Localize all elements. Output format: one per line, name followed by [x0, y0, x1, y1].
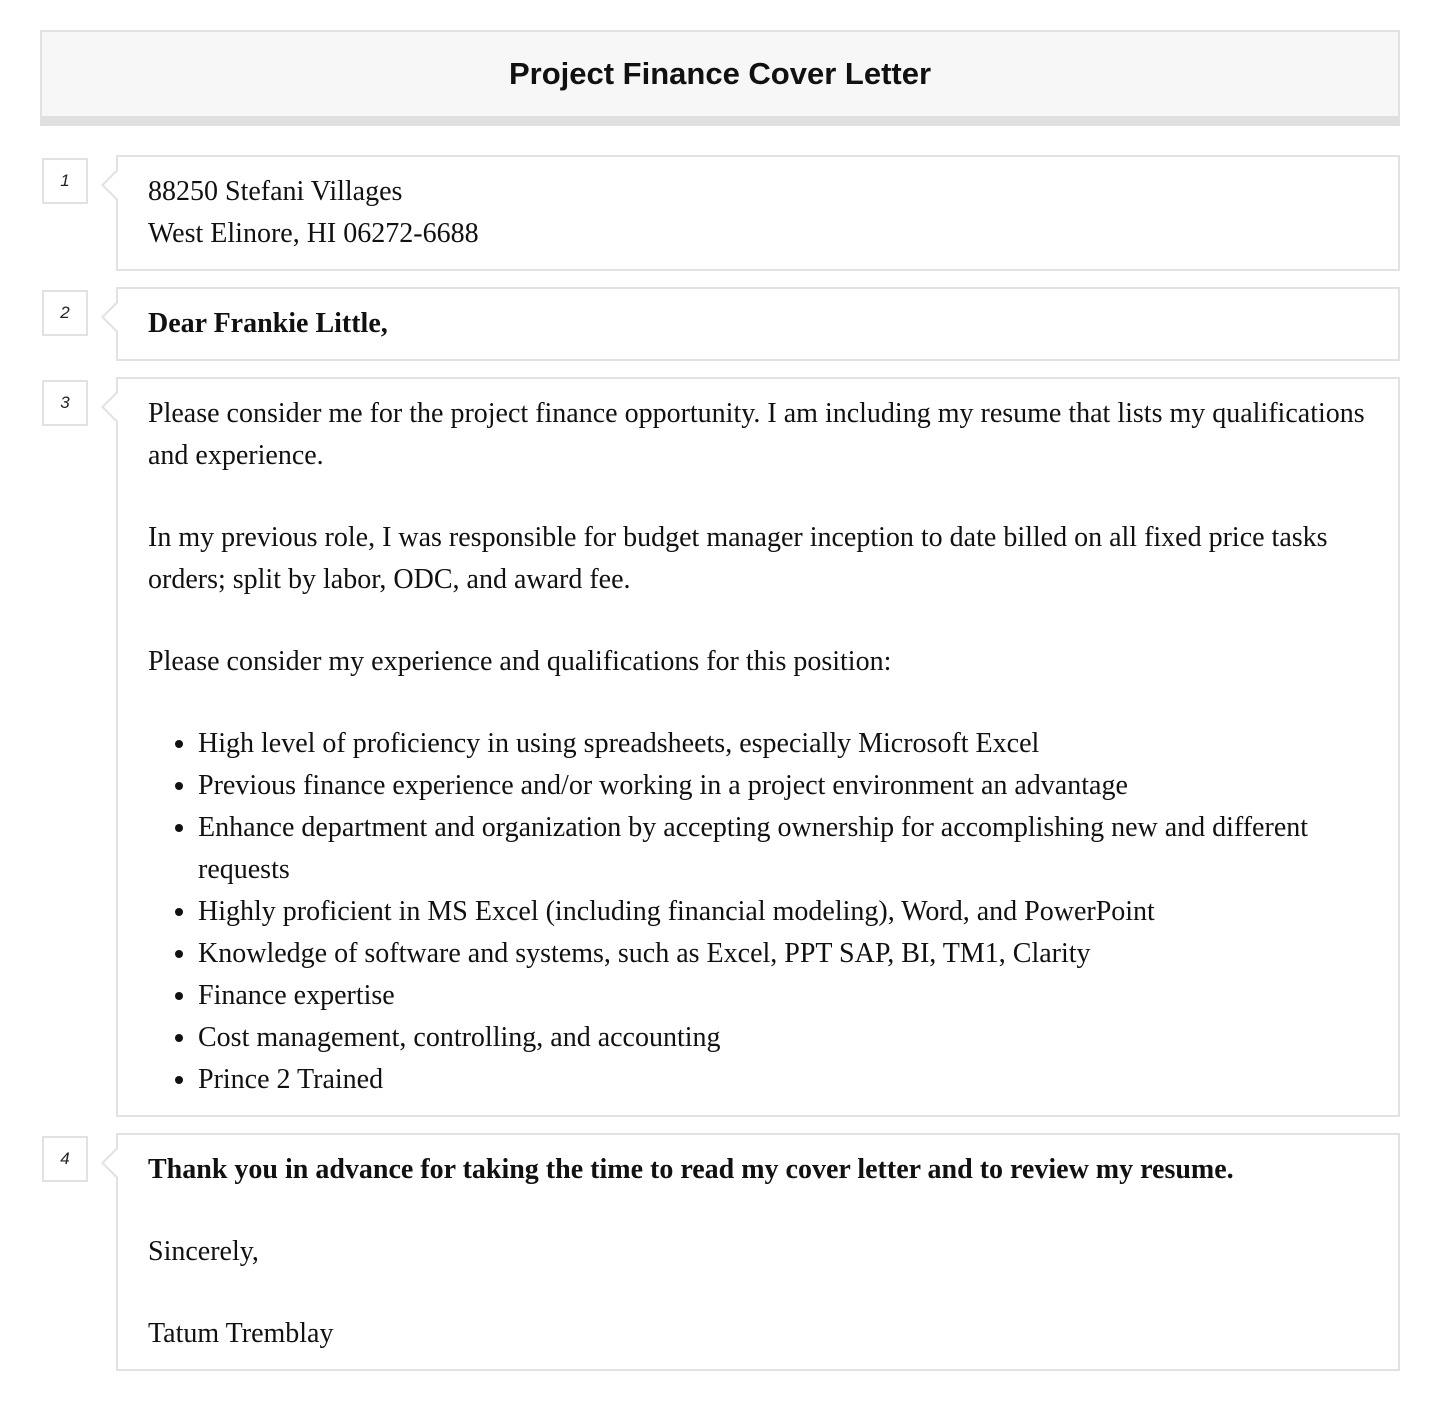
- section-number: 3: [42, 380, 88, 426]
- list-item: • Highly proficient in MS Excel (including financial modeling), Word, and PowerPoint: [198, 891, 1368, 933]
- address-block: [116, 155, 1400, 271]
- list-item: • High level of proficiency in using spreadsheets, especially Microsoft Excel: [198, 723, 1368, 765]
- body-block: [116, 377, 1400, 1117]
- list-item: • Prince 2 Trained: [198, 1059, 1368, 1101]
- list-item: • Cost management, controlling, and accounting: [198, 1017, 1368, 1059]
- closing-block: [116, 1133, 1400, 1371]
- section-number: 2: [42, 290, 88, 336]
- list-item: • Knowledge of software and systems, such as Excel, PPT SAP, BI, TM1, Clarity: [198, 933, 1368, 975]
- list-item: • Enhance department and organization by accepting ownership for accomplishing new and different requests: [198, 807, 1368, 891]
- qualifications-list: [148, 723, 1368, 1101]
- section-number: 1: [42, 158, 88, 204]
- closing-statement: Thank you in advance for taking the time to read my cover letter and to review my resume.: [148, 1154, 1234, 1185]
- page-title: Project Finance Cover Letter: [508, 56, 932, 91]
- salutation-block: [116, 287, 1400, 361]
- list-item: • Previous finance experience and/or working in a project environment an advantage: [198, 765, 1368, 807]
- section-number: 4: [42, 1136, 88, 1182]
- page-header: [40, 30, 1400, 126]
- signoff: Sincerely,: [148, 1236, 259, 1267]
- list-item: • Finance expertise: [198, 975, 1368, 1017]
- address-line-1: 88250 Stefani Villages: [148, 176, 403, 207]
- salutation: Dear Frankie Little,: [148, 308, 388, 339]
- qualifications-intro: Please consider my experience and qualifications for this position:: [148, 646, 892, 677]
- signature: Tatum Tremblay: [148, 1318, 334, 1349]
- address-line-2: West Elinore, HI 06272-6688: [148, 218, 479, 249]
- experience-paragraph: In my previous role, I was responsible for budget manager inception to date billed on all fixed price tasks orders; split by labor, ODC, and award fee.: [148, 522, 1328, 595]
- intro-paragraph: Please consider me for the project finance opportunity. I am including my resume that lists my qualifications and experience.: [148, 398, 1365, 471]
